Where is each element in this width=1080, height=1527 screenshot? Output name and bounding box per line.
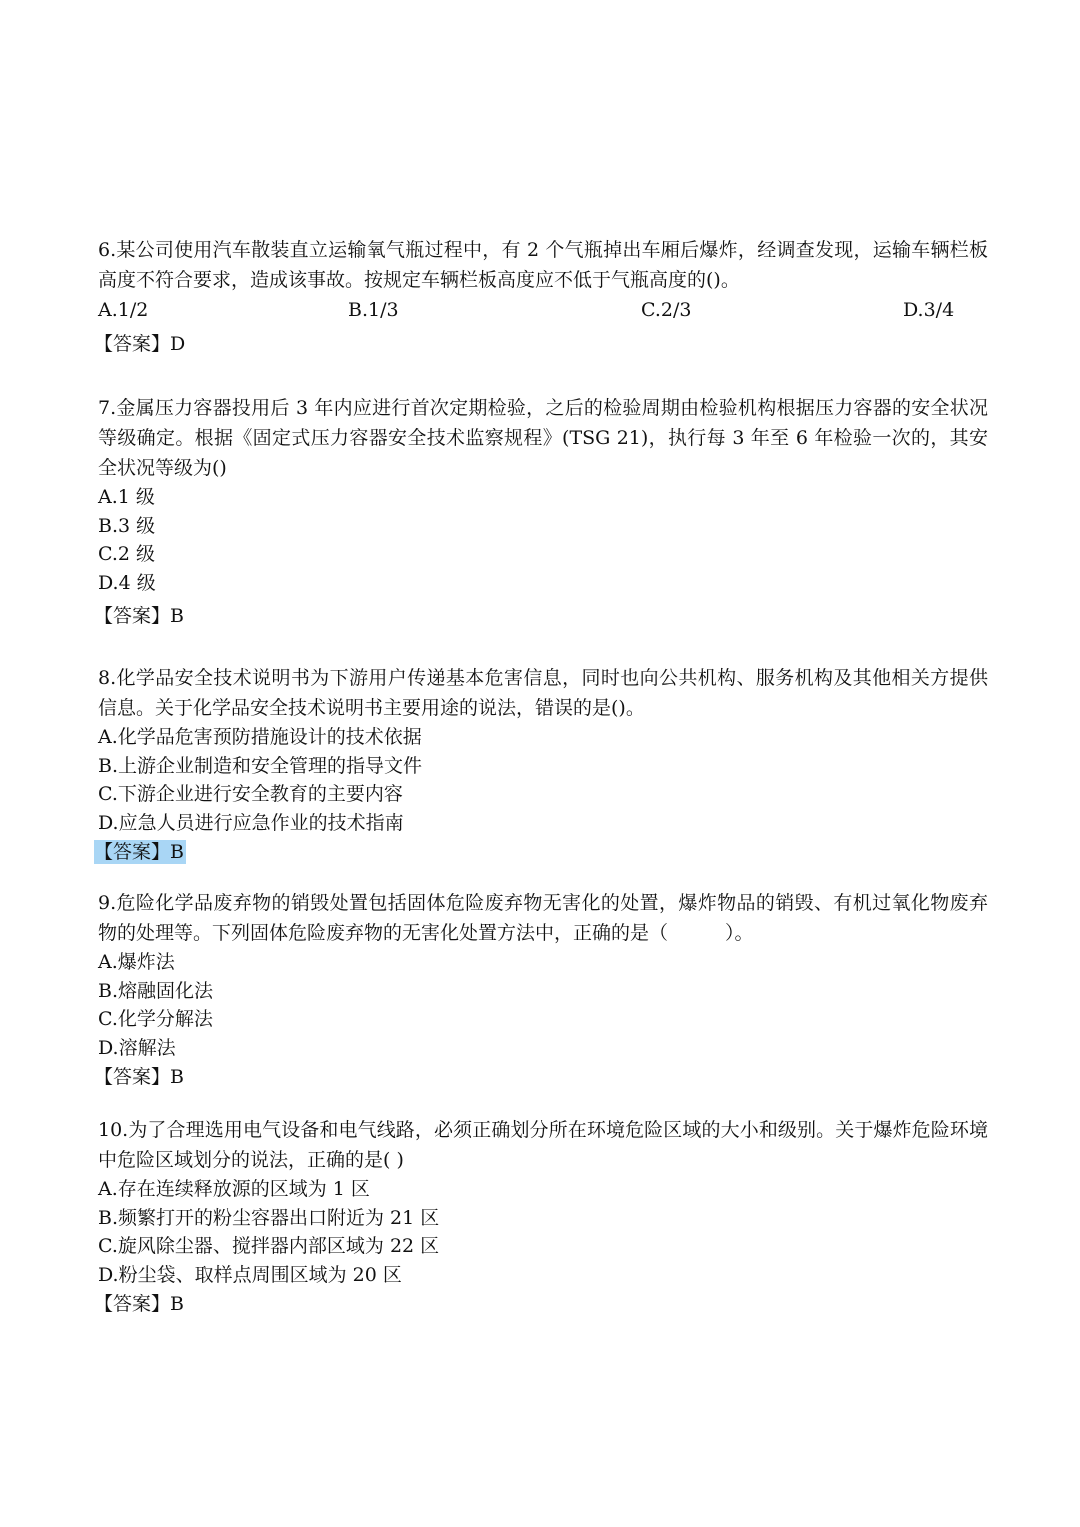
question-stem: 10.为了合理选用电气设备和电气线路，必须正确划分所在环境危险区域的大小和级别。关于爆炸危险环境中危险区域划分的说法，正确的是( ) — [98, 1119, 988, 1171]
option-b: B.1/3 — [348, 299, 399, 321]
option-d: D.应急人员进行应急作业的技术指南 — [98, 811, 404, 834]
option-a: A.化学品危害预防措施设计的技术依据 — [98, 726, 422, 748]
option-d: D.4 级 — [98, 571, 156, 594]
answer-label: 【答案】 — [94, 841, 171, 863]
question-8 — [94, 663, 988, 867]
option-a: A.存在连续释放源的区域为 1 区 — [98, 1178, 370, 1200]
option-c: C.2 级 — [98, 543, 156, 565]
option-b: B.3 级 — [98, 514, 156, 537]
question-stem: 7.金属压力容器投用后 3 年内应进行首次定期检验，之后的检验周期由检验机构根据压力容器的安全状况等级确定。根据《固定式压力容器安全技术监察规程》(TSG 21)，执行每 3 年至 6 年检验一次的，其安全状况等级为() — [98, 397, 988, 479]
option-b: B.上游企业制造和安全管理的指导文件 — [98, 754, 423, 777]
question-10 — [94, 1115, 988, 1319]
question-stem: 9.危险化学品废弃物的销毁处置包括固体危险废弃物无害化的处置，爆炸物品的销毁、有机过氧化物废弃物的处理等。下列固体危险废弃物的无害化处置方法中，正确的是（ ）。 — [98, 892, 988, 944]
answer-value: D — [170, 333, 186, 355]
answer-value: B — [170, 1066, 184, 1088]
question-7 — [94, 393, 988, 631]
option-c: C.2/3 — [641, 299, 692, 321]
question-stem: 6.某公司使用汽车散装直立运输氧气瓶过程中，有 2 个气瓶掉出车厢后爆炸，经调查发现，运输车辆栏板高度不符合要求，造成该事故。按规定车辆栏板高度应不低于气瓶高度的()。 — [98, 239, 988, 291]
option-c: C.旋风除尘器、搅拌器内部区域为 22 区 — [98, 1235, 440, 1257]
answer-line — [94, 329, 988, 359]
answer-value: B — [170, 841, 184, 863]
answer-line — [94, 1062, 988, 1092]
answer-line — [94, 837, 988, 867]
option-c: C.化学分解法 — [98, 1008, 213, 1030]
option-d: D.溶解法 — [98, 1036, 176, 1059]
options-row — [98, 295, 988, 325]
option-c: C.下游企业进行安全教育的主要内容 — [98, 783, 403, 805]
question-9 — [94, 888, 988, 1092]
answer-value: B — [170, 1293, 184, 1315]
option-a: A.1 级 — [98, 486, 155, 508]
option-a: A.1/2 — [98, 299, 149, 321]
option-a: A.爆炸法 — [98, 951, 175, 973]
answer-label: 【答案】 — [94, 333, 171, 355]
answer-label: 【答案】 — [94, 1066, 171, 1088]
answer-highlight — [94, 840, 186, 864]
option-b: B.频繁打开的粉尘容器出口附近为 21 区 — [98, 1206, 440, 1229]
answer-label: 【答案】 — [94, 1293, 171, 1315]
answer-label: 【答案】 — [94, 605, 171, 627]
option-d: D.粉尘袋、取样点周围区域为 20 区 — [98, 1263, 402, 1286]
question-stem: 8.化学品安全技术说明书为下游用户传递基本危害信息，同时也向公共机构、服务机构及其他相关方提供信息。关于化学品安全技术说明书主要用途的说法，错误的是()。 — [98, 667, 988, 719]
option-d: D.3/4 — [903, 299, 955, 321]
question-6 — [94, 235, 988, 359]
answer-line — [94, 601, 988, 631]
answer-line — [94, 1289, 988, 1319]
option-b: B.熔融固化法 — [98, 979, 214, 1002]
answer-value: B — [170, 605, 184, 627]
